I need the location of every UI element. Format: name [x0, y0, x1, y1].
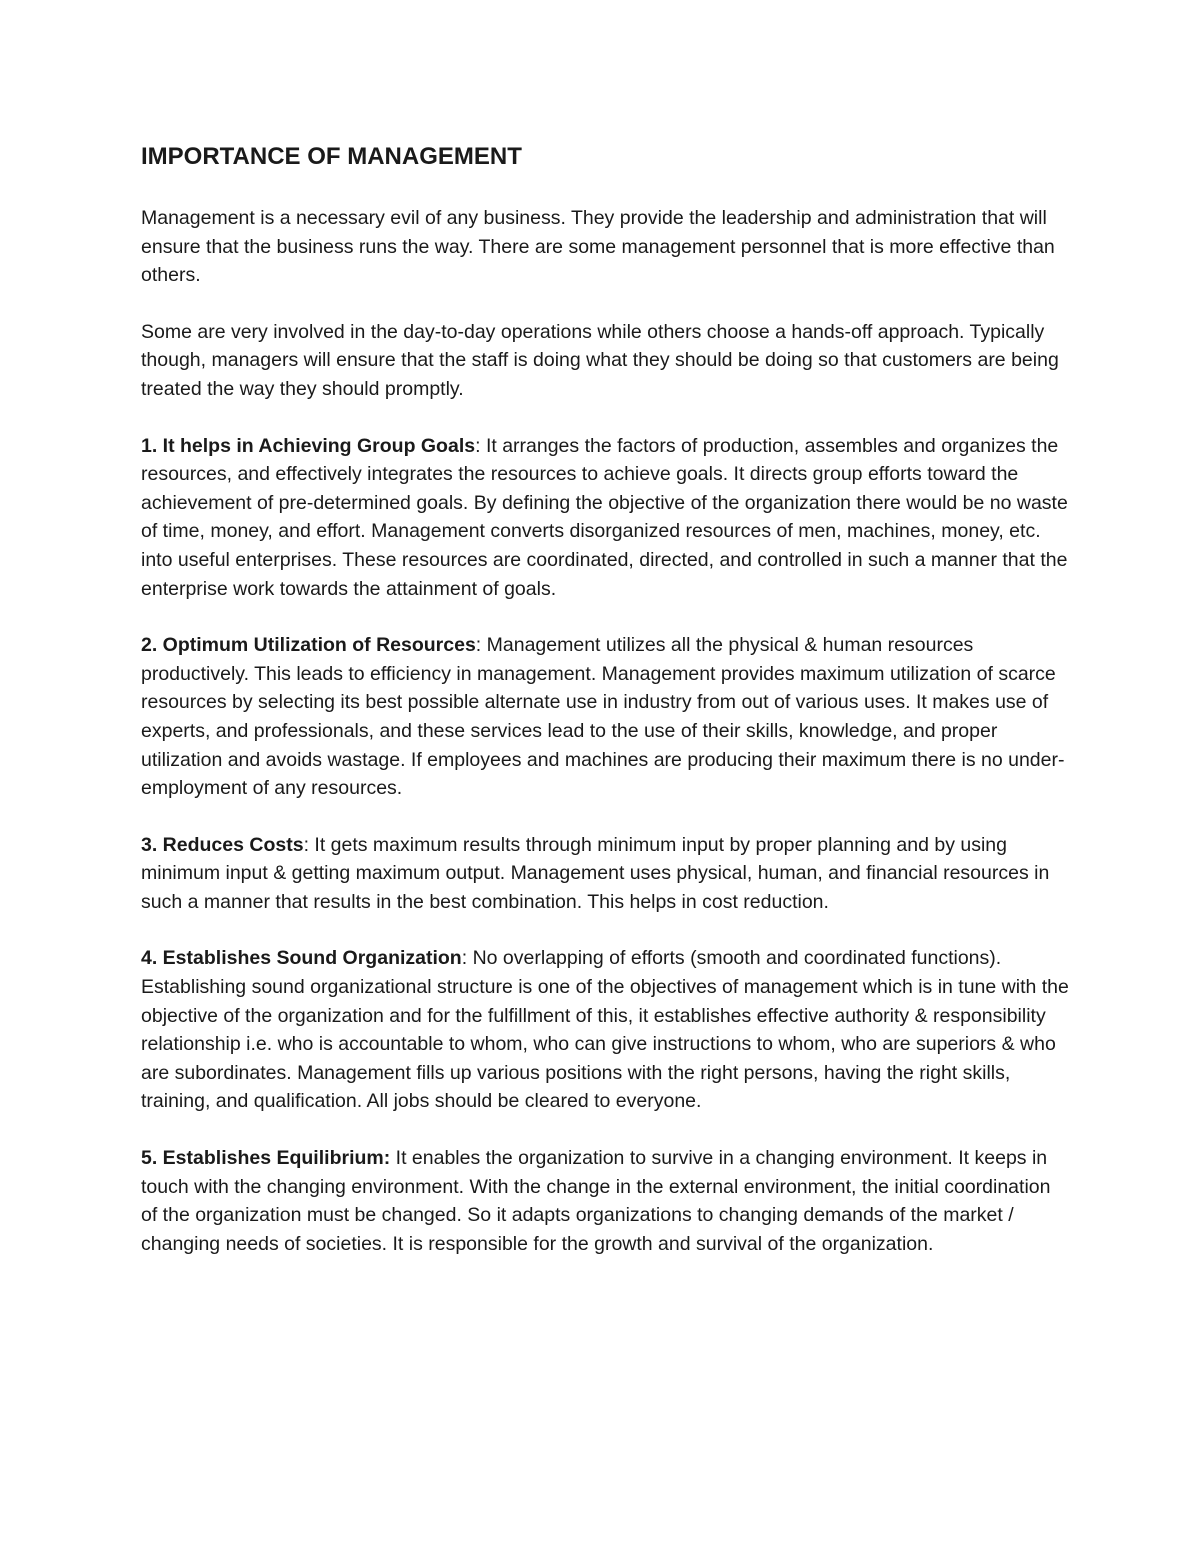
intro-paragraph: Some are very involved in the day-to-day operations while others choose a hands-off approach. Typically though, managers will ensure that the staff is doing what they should be doing so that customers are being treated the way they should promptly. — [141, 320, 1059, 400]
section-paragraph — [141, 831, 1071, 917]
section-paragraph — [141, 631, 1071, 803]
document-body — [141, 140, 1071, 1286]
section-heading: 3. Reduces Costs — [141, 833, 304, 856]
section-heading: 4. Establishes Sound Organization — [141, 947, 462, 970]
section-body: Management utilizes all the physical & human resources productively. This leads to efficiency in management. Management provides maximum utilization of scarce resources by selecting its best possible alternate use in industry from out of various uses. It makes use of experts, and professionals, and these services lead to the use of their skills, knowledge, and proper utilization and avoids wastage. If employees and machines are producing their maximum there is no under-employment of any resources. — [141, 634, 1065, 800]
intro-paragraph: Management is a necessary evil of any business. They provide the leadership and administration that will ensure that the business runs the way. There are some management personnel that is more effective than others. — [141, 207, 1055, 287]
section-separator: : — [303, 833, 315, 856]
section-paragraph — [141, 944, 1071, 1116]
section-separator: : — [461, 947, 473, 970]
section-separator: : — [475, 634, 487, 657]
section-paragraph — [141, 1144, 1071, 1258]
section-heading: 1. It helps in Achieving Group Goals — [141, 434, 476, 457]
section-separator: : — [475, 434, 486, 457]
section-body: No overlapping of efforts (smooth and coordinated functions). Establishing sound organizational structure is one of the objectives of management which is in tune with the objective of the organization and for the fulfillment of this, it establishes effective authority & responsibility relationship i.e. who is accountable to whom, who can give instructions to whom, who are superiors & who are subordinates. Management fills up various positions with the right persons, having the right skills, training, and qualification. All jobs should be cleared to everyone. — [141, 947, 1069, 1113]
section-body: It enables the organization to survive in a changing environment. It keeps in touch with the changing environment. With the change in the external environment, the initial coordination of the organization must be changed. So it adapts organizations to changing demands of the market / changing needs of societies. It is responsible for the growth and survival of the organization. — [141, 1147, 1051, 1255]
section-body: It arranges the factors of production, assembles and organizes the resources, and effectively integrates the resources to achieve goals. It directs group efforts toward the achievement of pre-determined goals. By defining the objective of the organization there would be no waste of time, money, and effort. Management converts disorganized resources of men, machines, money, etc. into useful enterprises. These resources are coordinated, directed, and controlled in such a manner that the enterprise work towards the attainment of goals. — [141, 434, 1068, 600]
section-heading: 2. Optimum Utilization of Resources — [141, 634, 476, 657]
section-heading: 5. Establishes Equilibrium: — [141, 1147, 391, 1170]
section-paragraph — [141, 432, 1071, 604]
section-body: It gets maximum results through minimum input by proper planning and by using minimum input & getting maximum output. Management uses physical, human, and financial resources in such a manner that results in the best combination. This helps in cost reduction. — [141, 833, 1050, 913]
page-title: IMPORTANCE OF MANAGEMENT — [141, 143, 522, 170]
